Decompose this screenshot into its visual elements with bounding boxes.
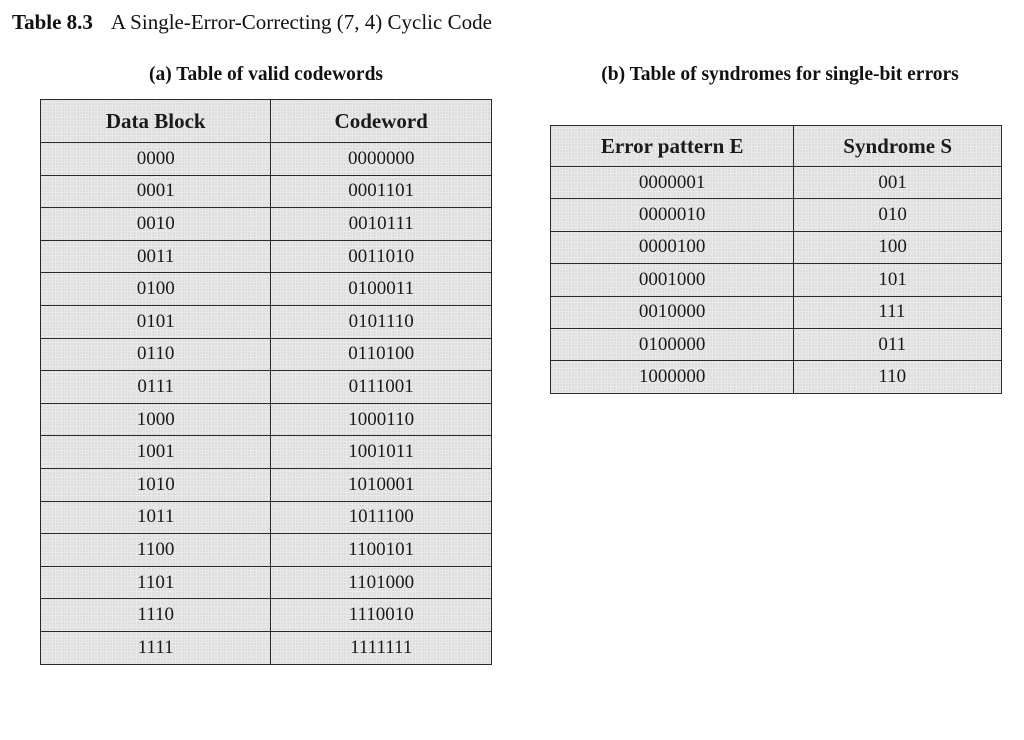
- column-header-codeword: Codeword: [271, 100, 492, 143]
- codeword-cell: 1010001: [271, 468, 492, 501]
- table-row: [41, 175, 492, 208]
- codeword-cell: 0101110: [271, 305, 492, 338]
- error-pattern-cell: 0000010: [551, 199, 794, 231]
- table-row: [41, 208, 492, 241]
- table-number: Table 8.3: [12, 10, 93, 34]
- syndromes-table: [550, 125, 1002, 394]
- codewords-table: [40, 99, 492, 665]
- table-caption: [12, 10, 492, 35]
- error-pattern-cell: 0001000: [551, 264, 794, 296]
- syndromes-table-title: (b) Table of syndromes for single-bit errors: [601, 64, 959, 85]
- header-row: [551, 126, 1002, 167]
- codeword-cell: 1001011: [271, 436, 492, 469]
- data-block-cell: 1001: [41, 436, 271, 469]
- error-pattern-cell: 0100000: [551, 328, 794, 360]
- error-pattern-cell: 1000000: [551, 361, 794, 393]
- data-block-cell: 0100: [41, 273, 271, 306]
- codeword-cell: 1110010: [271, 599, 492, 632]
- table-row: [551, 264, 1002, 296]
- syndrome-cell: 111: [794, 296, 1002, 328]
- syndrome-cell: 100: [794, 231, 1002, 263]
- codeword-cell: 0111001: [271, 371, 492, 404]
- data-block-cell: 1101: [41, 566, 271, 599]
- table-row: [551, 167, 1002, 199]
- codeword-cell: 1111111: [271, 631, 492, 664]
- data-block-cell: 0011: [41, 240, 271, 273]
- table-row: [551, 296, 1002, 328]
- syndrome-cell: 101: [794, 264, 1002, 296]
- table-row: [41, 501, 492, 534]
- data-block-cell: 0010: [41, 208, 271, 241]
- data-block-cell: 1100: [41, 534, 271, 567]
- data-block-cell: 0101: [41, 305, 271, 338]
- table-row: [551, 199, 1002, 231]
- table-row: [41, 631, 492, 664]
- codeword-cell: 0100011: [271, 273, 492, 306]
- data-block-cell: 0001: [41, 175, 271, 208]
- data-block-cell: 1000: [41, 403, 271, 436]
- codeword-cell: 0000000: [271, 143, 492, 176]
- table-row: [551, 328, 1002, 360]
- table-row: [41, 273, 492, 306]
- column-header-error-pattern: Error pattern E: [551, 126, 794, 167]
- column-header-data-block: Data Block: [41, 100, 271, 143]
- table-row: [41, 143, 492, 176]
- table-row: [551, 231, 1002, 263]
- table-row: [551, 361, 1002, 393]
- table-row: [41, 436, 492, 469]
- table-row: [41, 338, 492, 371]
- table-row: [41, 240, 492, 273]
- table-row: [41, 371, 492, 404]
- data-block-cell: 1010: [41, 468, 271, 501]
- codeword-cell: 0011010: [271, 240, 492, 273]
- table-caption-text: A Single-Error-Correcting (7, 4) Cyclic Code: [110, 10, 492, 34]
- data-block-cell: 1011: [41, 501, 271, 534]
- data-block-cell: 0110: [41, 338, 271, 371]
- codeword-cell: 1000110: [271, 403, 492, 436]
- codewords-table-title: (a) Table of valid codewords: [148, 64, 384, 85]
- error-pattern-cell: 0000100: [551, 231, 794, 263]
- syndrome-cell: 110: [794, 361, 1002, 393]
- table-row: [41, 468, 492, 501]
- syndrome-cell: 011: [794, 328, 1002, 360]
- codeword-cell: 0010111: [271, 208, 492, 241]
- data-block-cell: 1111: [41, 631, 271, 664]
- header-row: [41, 100, 492, 143]
- column-header-syndrome: Syndrome S: [794, 126, 1002, 167]
- table-row: [41, 534, 492, 567]
- codeword-cell: 0001101: [271, 175, 492, 208]
- codeword-cell: 0110100: [271, 338, 492, 371]
- syndrome-cell: 010: [794, 199, 1002, 231]
- syndrome-cell: 001: [794, 167, 1002, 199]
- data-block-cell: 1110: [41, 599, 271, 632]
- error-pattern-cell: 0000001: [551, 167, 794, 199]
- data-block-cell: 0111: [41, 371, 271, 404]
- codeword-cell: 1100101: [271, 534, 492, 567]
- table-row: [41, 599, 492, 632]
- codeword-cell: 1101000: [271, 566, 492, 599]
- codeword-cell: 1011100: [271, 501, 492, 534]
- table-row: [41, 403, 492, 436]
- error-pattern-cell: 0010000: [551, 296, 794, 328]
- table-row: [41, 305, 492, 338]
- table-row: [41, 566, 492, 599]
- data-block-cell: 0000: [41, 143, 271, 176]
